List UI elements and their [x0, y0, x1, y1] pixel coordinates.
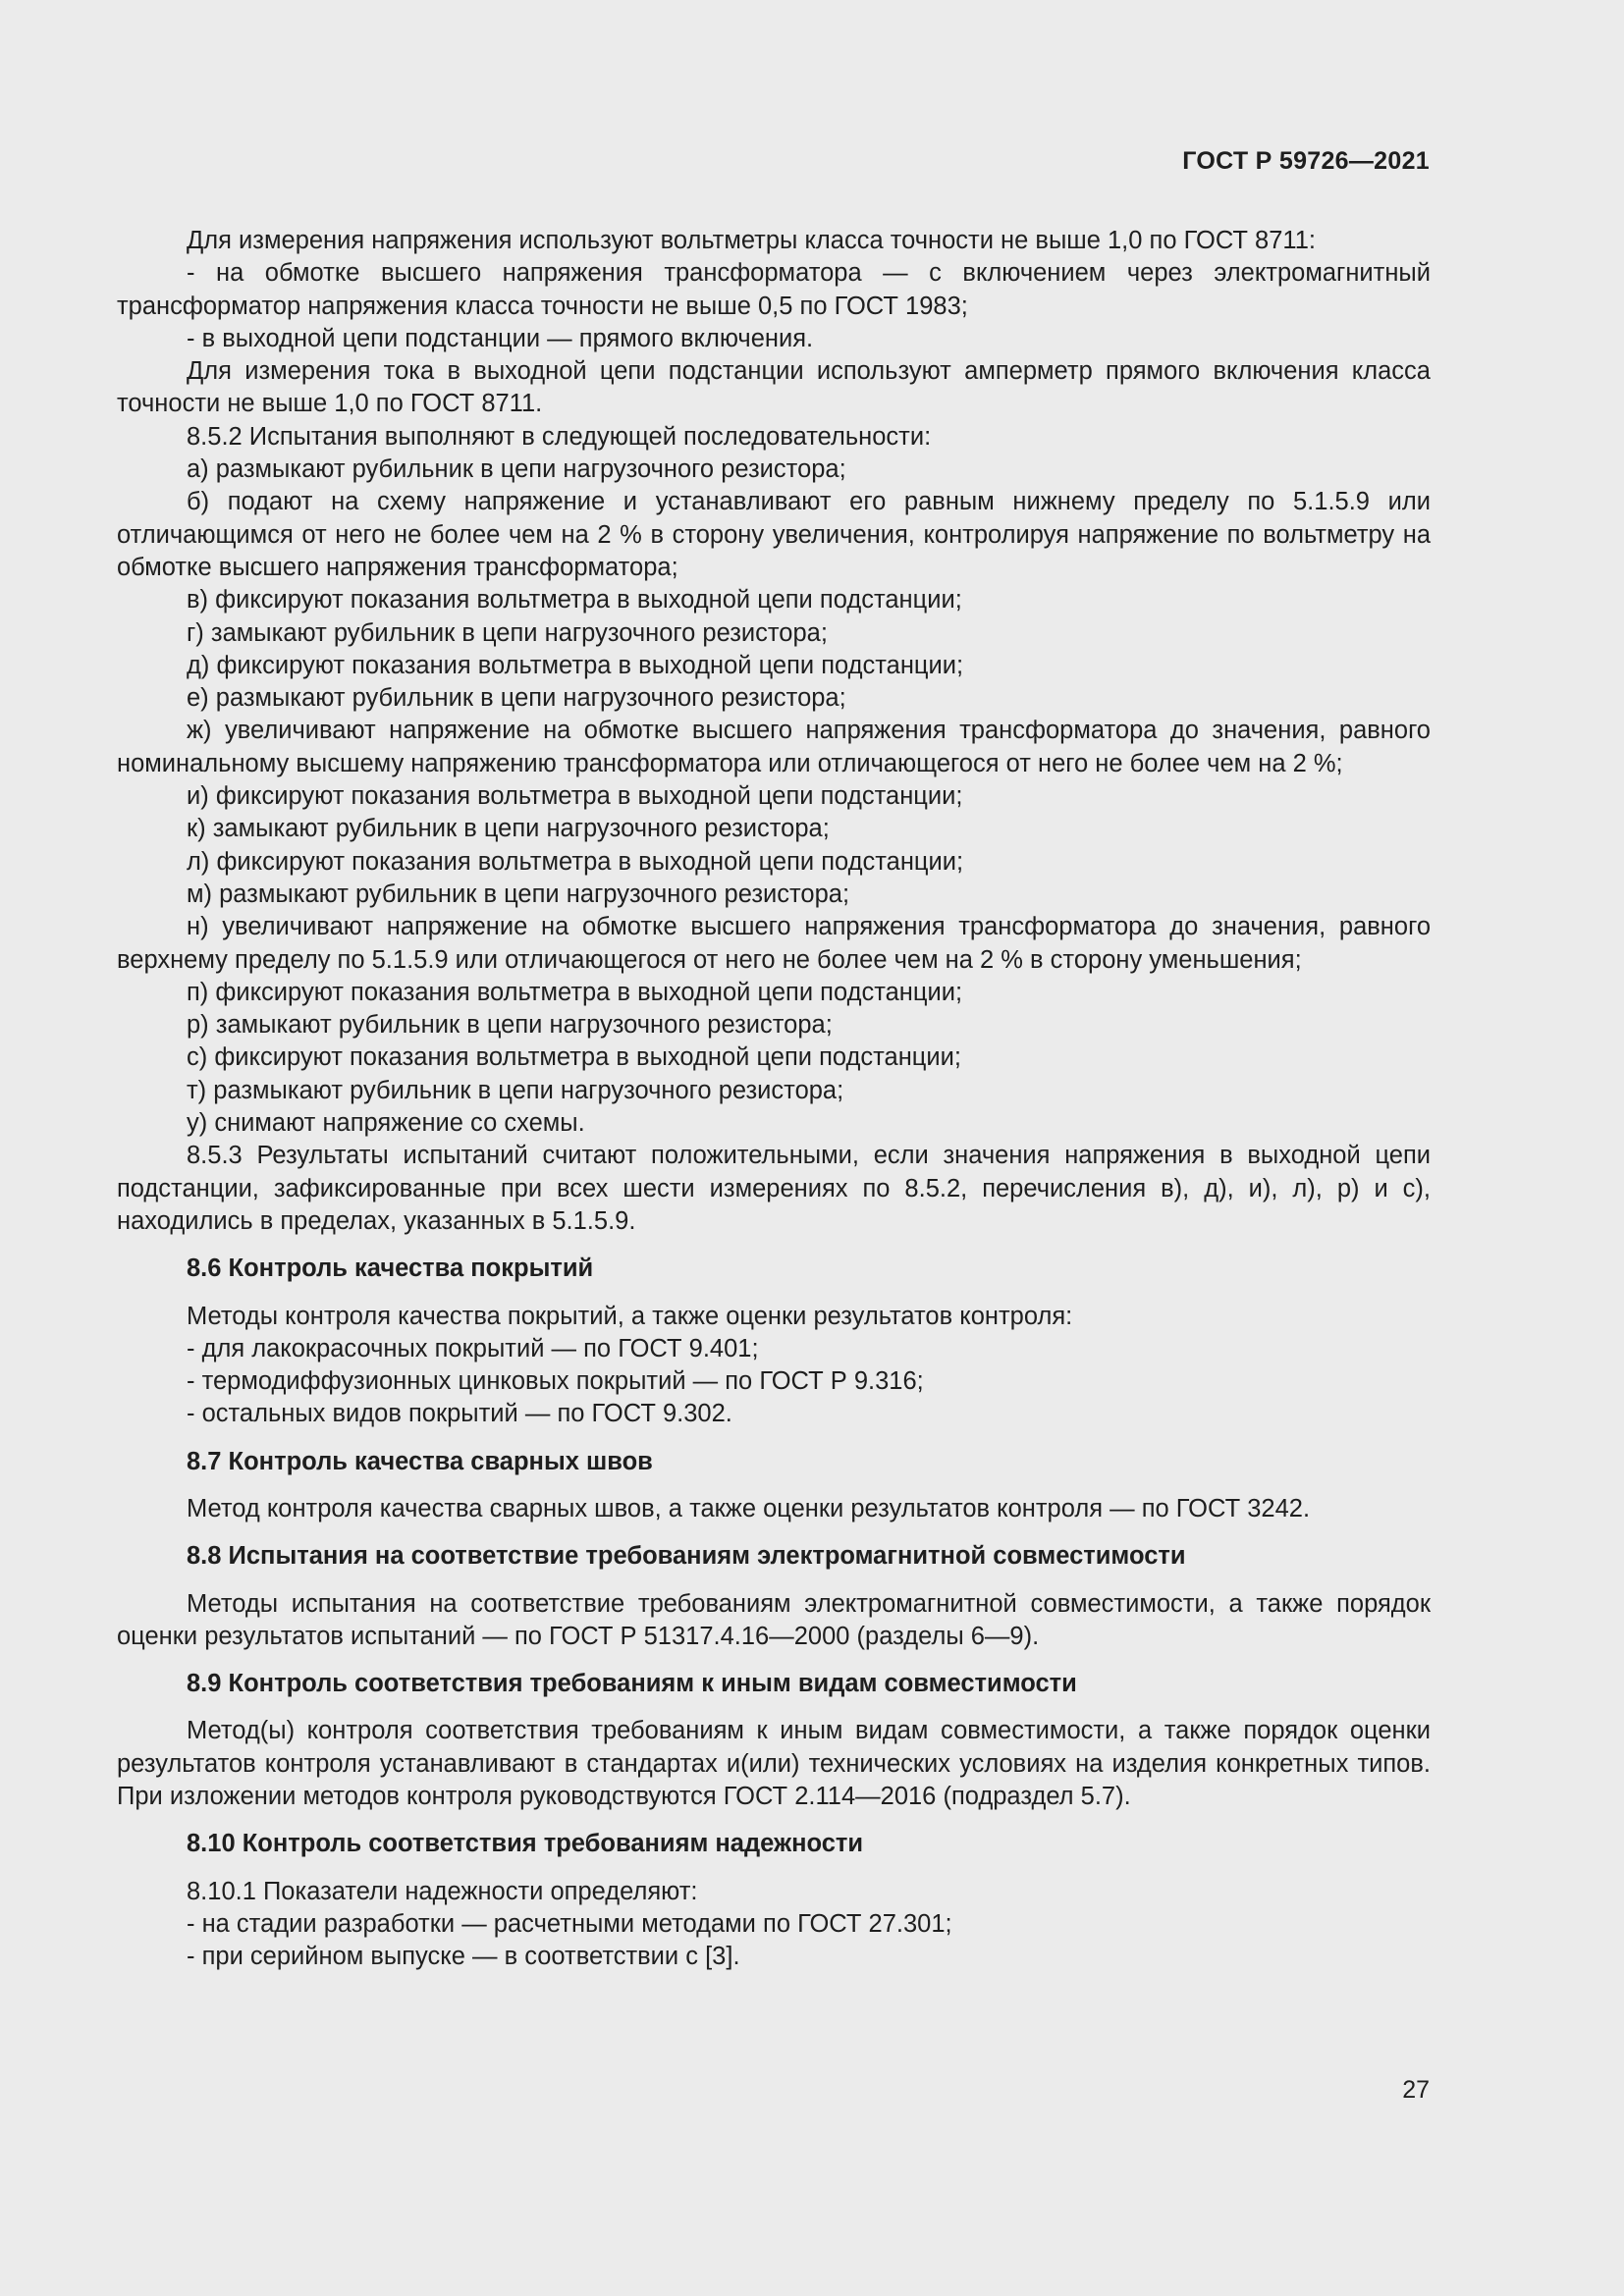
- list-item: т) размыкают рубильник в цепи нагрузочного резистора;: [187, 1076, 844, 1104]
- list-item: м) размыкают рубильник в цепи нагрузочного резистора;: [187, 880, 850, 908]
- list-item: е) размыкают рубильник в цепи нагрузочного резистора;: [187, 684, 846, 713]
- page-content: [117, 225, 1431, 1974]
- list-item: с) фиксируют показания вольтметра в выходной цепи подстанции;: [187, 1043, 961, 1072]
- list-item: - остальных видов покрытий — по ГОСТ 9.302.: [187, 1400, 732, 1428]
- paragraph: Метод(ы) контроля соответствия требованиям к иным видам совместимости, а также порядок оценки результатов контроля устанавливают в стандартах и(или) технических условиях на изделия конкретных типов. При изложении методов контроля руководствуются ГОСТ 2.114—2016 (подраздел 5.7).: [117, 1717, 1431, 1811]
- list-item: - для лакокрасочных покрытий — по ГОСТ 9.401;: [187, 1334, 759, 1362]
- list-item: л) фиксируют показания вольтметра в выходной цепи подстанции;: [187, 847, 964, 876]
- page-number: 27: [1402, 2076, 1430, 2104]
- list-item: и) фиксируют показания вольтметра в выходной цепи подстанции;: [187, 782, 963, 811]
- paragraph: - в выходной цепи подстанции — прямого включения.: [187, 324, 814, 352]
- section-heading-8-10: 8.10 Контроль соответствия требованиям надежности: [187, 1830, 864, 1858]
- list-item: - при серийном выпуске — в соответствии с [3].: [187, 1943, 740, 1971]
- paragraph: Метод контроля качества сварных швов, а также оценки результатов контроля — по ГОСТ 3242.: [187, 1494, 1311, 1522]
- list-item: в) фиксируют показания вольтметра в выходной цепи подстанции;: [187, 586, 962, 614]
- list-item: - на стадии разработки — расчетными методами по ГОСТ 27.301;: [187, 1909, 952, 1938]
- clause-8-10-1: 8.10.1 Показатели надежности определяют:: [187, 1877, 698, 1905]
- document-code: ГОСТ Р 59726—2021: [1182, 147, 1430, 175]
- section-heading-8-9: 8.9 Контроль соответствия требованиям к иным видам совместимости: [187, 1670, 1077, 1698]
- section-heading-8-7: 8.7 Контроль качества сварных швов: [187, 1447, 653, 1475]
- list-item: р) замыкают рубильник в цепи нагрузочного резистора;: [187, 1011, 833, 1040]
- paragraph: - на обмотке высшего напряжения трансформатора — с включением через электромагнитный трансформатор напряжения класса точности не выше 0,5 по ГОСТ 1983;: [117, 259, 1431, 320]
- paragraph: Для измерения тока в выходной цепи подстанции используют амперметр прямого включения класса точности не выше 1,0 по ГОСТ 8711.: [117, 357, 1431, 418]
- clause-8-5-3: 8.5.3 Результаты испытаний считают положительными, если значения напряжения в выходной цепи подстанции, зафиксированные при всех шести измерениях по 8.5.2, перечисления в), д), и), л), р) и с), находились в пределах, указанных в 5.1.5.9.: [117, 1142, 1431, 1235]
- paragraph: Методы контроля качества покрытий, а также оценки результатов контроля:: [187, 1302, 1073, 1330]
- list-item: г) замыкают рубильник в цепи нагрузочного резистора;: [187, 618, 828, 647]
- list-item: д) фиксируют показания вольтметра в выходной цепи подстанции;: [187, 651, 964, 679]
- list-item: ж) увеличивают напряжение на обмотке высшего напряжения трансформатора до значения, равного номинальному высшему напряжению трансформатора или отличающегося от него не более чем на 2 %;: [117, 717, 1431, 777]
- list-item: у) снимают напряжение со схемы.: [187, 1109, 585, 1138]
- list-item: а) размыкают рубильник в цепи нагрузочного резистора;: [187, 455, 846, 484]
- list-item: к) замыкают рубильник в цепи нагрузочного резистора;: [187, 815, 830, 843]
- section-heading-8-8: 8.8 Испытания на соответствие требованиям электромагнитной совместимости: [187, 1542, 1186, 1571]
- section-heading-8-6: 8.6 Контроль качества покрытий: [187, 1255, 594, 1283]
- list-item: б) подают на схему напряжение и устанавливают его равным нижнему пределу по 5.1.5.9 или отличающимся от него не более чем на 2 % в сторону увеличения, контролируя напряжение по вольтметру на обмотке высшего напряжения трансформатора;: [117, 488, 1431, 581]
- test-steps-list: [117, 454, 1431, 1140]
- clause-8-5-2: 8.5.2 Испытания выполняют в следующей последовательности:: [187, 422, 932, 451]
- list-item: н) увеличивают напряжение на обмотке высшего напряжения трансформатора до значения, равного верхнему пределу по 5.1.5.9 или отличающегося от него не более чем на 2 % в сторону уменьшения;: [117, 913, 1431, 974]
- paragraph: Методы испытания на соответствие требованиям электромагнитной совместимости, а также порядок оценки результатов испытаний — по ГОСТ Р 51317.4.16—2000 (разделы 6—9).: [117, 1589, 1431, 1650]
- list-item: п) фиксируют показания вольтметра в выходной цепи подстанции;: [187, 978, 963, 1006]
- list-item: - термодиффузионных цинковых покрытий — по ГОСТ Р 9.316;: [187, 1367, 924, 1396]
- paragraph: Для измерения напряжения используют вольтметры класса точности не выше 1,0 по ГОСТ 8711:: [187, 227, 1316, 254]
